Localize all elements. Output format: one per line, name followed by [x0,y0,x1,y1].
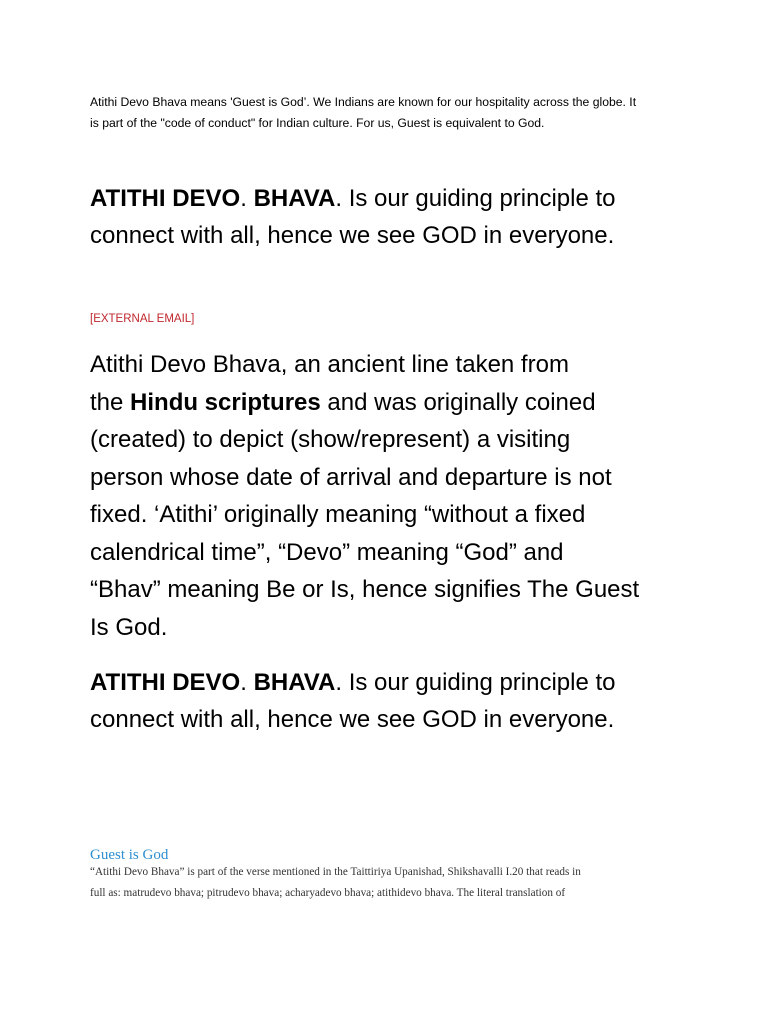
explanation-line: Is God. [90,613,168,641]
explanation-line: “Bhav” meaning Be or Is, hence signifies The Guest [90,576,640,603]
explanation-line: calendrical time”, “Devo” meaning “God” and [90,538,564,566]
explanation-line: (created) to depict (show/represent) a visiting [90,426,571,453]
principle-line [90,664,690,701]
principle-line: connect with all, hence we see GOD in everyone. [90,222,615,249]
verse-paragraph [90,862,680,904]
intro-line: is part of the "code of conduct" for Indian culture. For us, Guest is equivalent to God. [90,116,545,130]
external-email-tag: [EXTERNAL EMAIL] [90,313,195,325]
principle-text: . Is our guiding principle to [335,669,616,696]
hindu-scriptures-bold: Hindu scriptures [130,388,321,416]
guiding-principle-paragraph [90,664,690,738]
explanation-line: person whose date of arrival and departure is not [90,463,612,491]
principle-bold: ATITHI DEVO [90,669,241,696]
principle-line [90,180,690,217]
principle-separator: . [240,669,254,696]
principle-bold: BHAVA [253,185,336,212]
guiding-principle-paragraph [90,180,690,254]
principle-separator: . [240,185,254,212]
explanation-line: fixed. ‘Atithi’ originally meaning “without a fixed [90,501,586,528]
explanation-line [90,384,690,422]
verse-line: “Atithi Devo Bhava” is part of the verse mentioned in the Taittiriya Upanishad, Shikshavalli I.20 that reads in [90,866,581,878]
principle-line: connect with all, hence we see GOD in everyone. [90,706,615,733]
verse-line: full as: matrudevo bhava; pitrudevo bhava; acharyadevo bhava; atithidevo bhava. The literal translation of [90,887,566,899]
principle-bold: ATITHI DEVO [90,185,241,212]
explanation-text: the [90,388,131,416]
principle-bold: BHAVA [253,669,336,696]
intro-paragraph [90,92,690,134]
explanation-text: and was originally coined [320,388,596,416]
explanation-paragraph [90,346,690,646]
intro-line: Atithi Devo Bhava means 'Guest is God’. We Indians are known for our hospitality across the globe. It [90,95,637,109]
explanation-line: Atithi Devo Bhava, an ancient line taken from [90,351,569,378]
section-heading: Guest is God [90,847,169,863]
principle-text: . Is our guiding principle to [335,185,616,212]
